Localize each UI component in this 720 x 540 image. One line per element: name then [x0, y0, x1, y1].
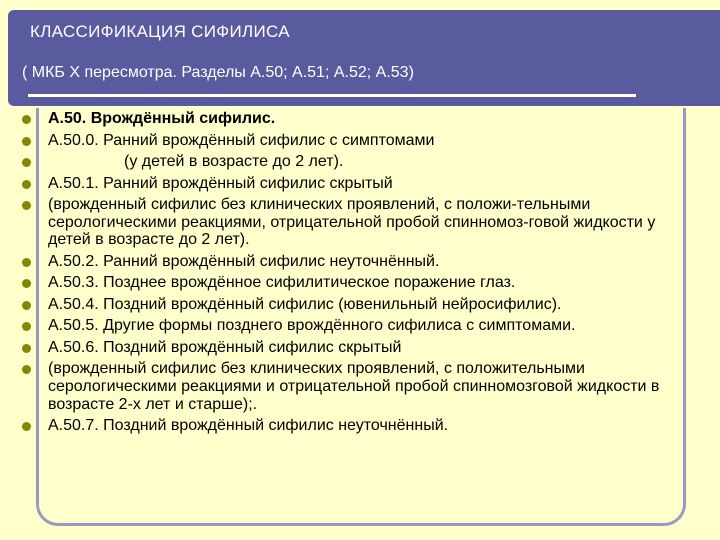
bullet-icon: [22, 365, 31, 374]
bullet-icon: [22, 158, 31, 167]
list-item-text: (врожденный сифилис без клинических проявлений, с положительными серологическими реакциями и отрицательной пробой спинномозговой жидкости в возрасте 2-х лет и старше);.: [48, 360, 660, 413]
list-item-text: А.50.7. Поздний врождённый сифилис неуточнённый.: [48, 417, 449, 435]
list-item-text: А.50.4. Поздний врождённый сифилис (ювенильный нейросифилис).: [48, 295, 562, 313]
list-item-text: А.50.0. Ранний врождённый сифилис с симптомами: [48, 131, 435, 149]
list-item: [0, 175, 720, 193]
list-item-text: А.50.6. Поздний врождённый сифилис скрытый: [48, 338, 402, 356]
list-item: [0, 360, 720, 413]
list-item: [0, 296, 720, 314]
slide-title: КЛАССИФИКАЦИЯ СИФИЛИСА: [30, 22, 290, 41]
list-item: [0, 110, 720, 128]
list-item: [0, 339, 720, 357]
list-item-text: (у детей в возрасте до 2 лет).: [124, 153, 344, 170]
list-item: [0, 132, 720, 150]
slide-subtitle: ( МКБ X пересмотра. Разделы А.50; А.51; А.52; А.53): [22, 64, 414, 81]
list-item-text: (врожденный сифилис без клинических проявлений, с положи-тельными серологическими реакциями, отрицательной пробой спинномоз-говой жидкости у детей в возрасте до 2 лет).: [48, 196, 656, 249]
list-item-text: А.50. Врождённый сифилис.: [48, 110, 276, 127]
list-item: [0, 153, 720, 171]
classification-list: [0, 110, 720, 439]
list-item: [0, 196, 720, 249]
bullet-icon: [22, 322, 31, 331]
list-item: [0, 417, 720, 435]
list-item-text: А.50.2. Ранний врождённый сифилис неуточнённый.: [48, 252, 440, 270]
bullet-icon: [22, 258, 31, 267]
bullet-icon: [22, 279, 31, 288]
bullet-icon: [22, 115, 31, 124]
list-item: [0, 253, 720, 271]
header-divider: [28, 94, 636, 97]
bullet-icon: [22, 301, 31, 310]
bullet-icon: [22, 137, 31, 146]
list-item: [0, 317, 720, 335]
bullet-icon: [22, 180, 31, 189]
bullet-icon: [22, 422, 31, 431]
list-item-text: А.50.3. Позднее врождённое сифилитическое поражение глаз.: [48, 274, 516, 292]
list-item-text: А.50.1. Ранний врождённый сифилис скрытый: [48, 174, 393, 192]
list-item: [0, 274, 720, 292]
bullet-icon: [22, 201, 31, 210]
list-item-text: А.50.5. Другие формы позднего врождённого сифилиса с симптомами.: [48, 317, 576, 335]
bullet-icon: [22, 344, 31, 353]
